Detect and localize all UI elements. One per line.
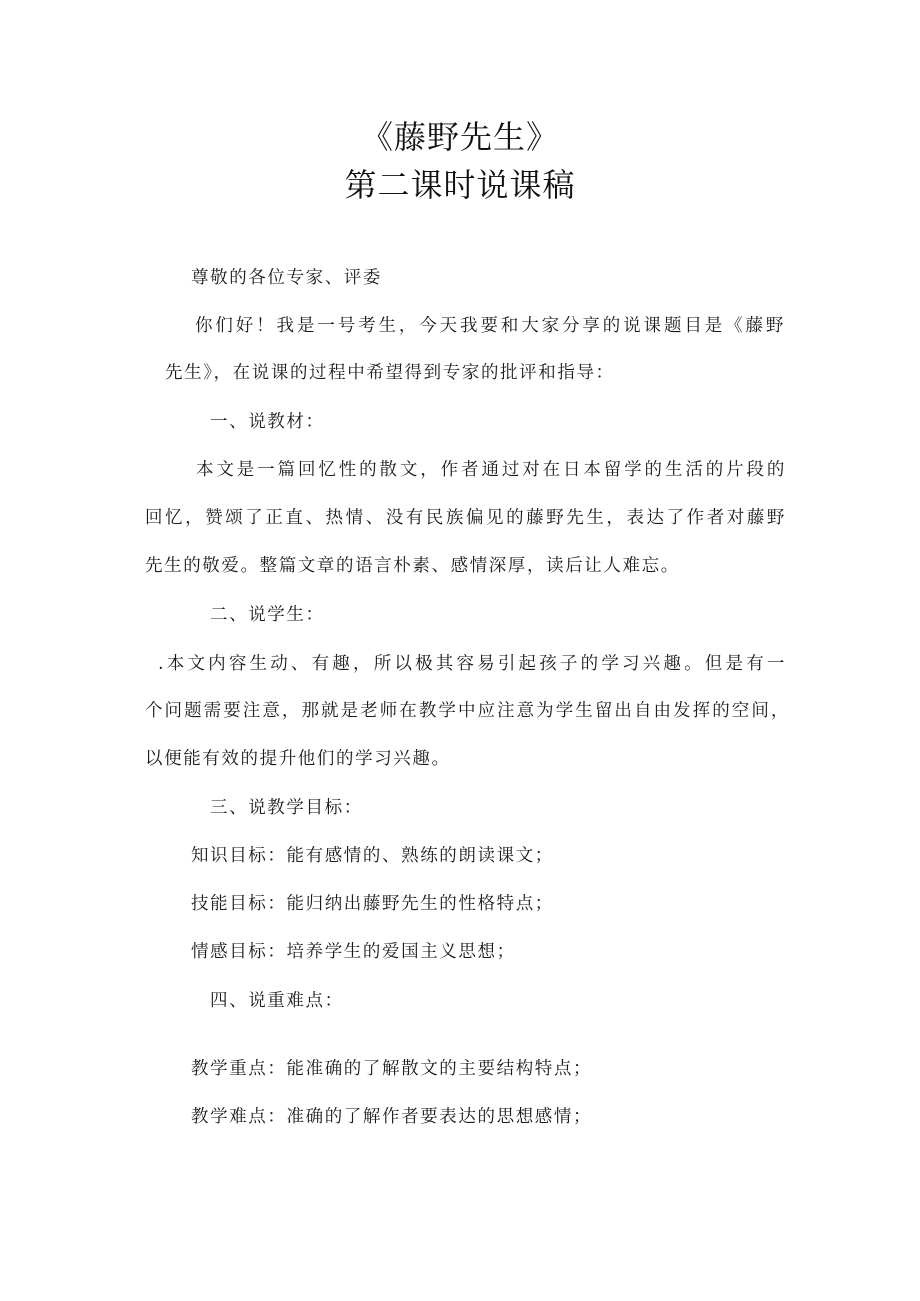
textbook-paragraph-line-1: 本文是一篇回忆性的散文，作者通过对在日本留学的生活的片段的 (196, 460, 786, 480)
greeting: 尊敬的各位专家、评委 (191, 268, 382, 288)
textbook-paragraph-line-3: 先生的敬爱。整篇文章的语言朴素、感情深厚，读后让人难忘。 (145, 556, 680, 576)
textbook-paragraph-line-2: 回忆，赞颂了正直、热情、没有民族偏见的藤野先生，表达了作者对藤野 (145, 508, 786, 528)
students-paragraph-line-1: .本文内容生动、有趣，所以极其容易引起孩子的学习兴趣。但是有一 (158, 654, 786, 674)
section-heading-goals: 三、说教学目标： (210, 798, 363, 818)
key-point: 教学重点：能准确的了解散文的主要结构特点； (191, 1059, 593, 1079)
goal-knowledge: 知识目标：能有感情的、熟练的朗读课文； (191, 846, 554, 866)
intro-paragraph-line-2: 先生》，在说课的过程中希望得到专家的批评和指导： (165, 363, 615, 383)
section-heading-textbook: 一、说教材： (210, 412, 325, 432)
document-title: 《藤野先生》 (360, 118, 559, 156)
students-paragraph-line-2: 个问题需要注意，那就是老师在教学中应注意为学生留出自由发挥的空间， (145, 701, 790, 721)
section-heading-students: 二、说学生： (210, 605, 325, 625)
section-heading-key-points: 四、说重难点： (210, 991, 344, 1011)
intro-paragraph-line-1: 你们好！我是一号考生，今天我要和大家分享的说课题目是《藤野 (195, 316, 785, 336)
students-paragraph-line-3: 以便能有效的提升他们的学习兴趣。 (145, 749, 451, 769)
document-subtitle: 第二课时说课稿 (344, 166, 576, 204)
goal-emotion: 情感目标：培养学生的爱国主义思想； (191, 942, 516, 962)
goal-skill: 技能目标：能归纳出藤野先生的性格特点； (191, 894, 554, 914)
difficult-point: 教学难点：准确的了解作者要表达的思想感情； (191, 1107, 593, 1127)
